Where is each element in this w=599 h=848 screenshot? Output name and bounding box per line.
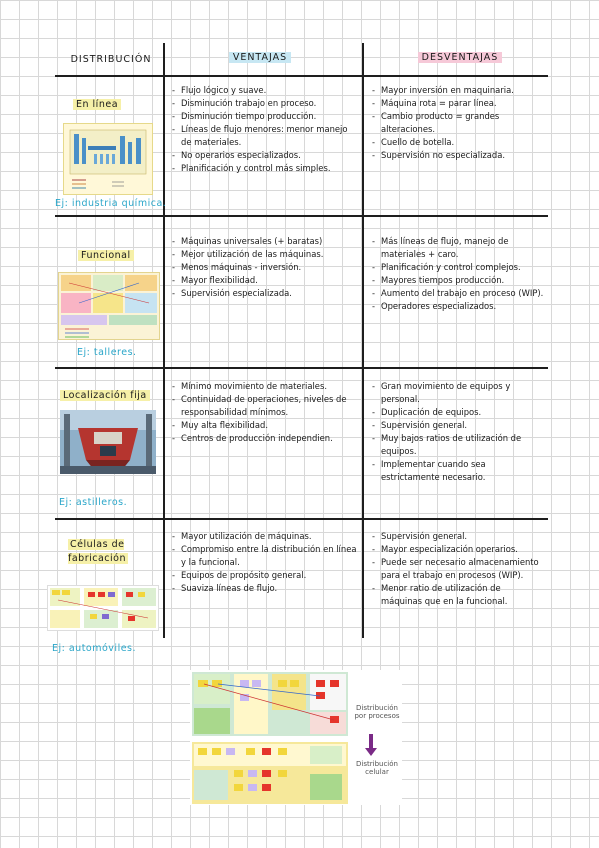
header-desventajas-label: DESVENTAJAS bbox=[418, 52, 503, 63]
list-item: - Mayor flexibilidad. bbox=[172, 274, 360, 287]
row-title: Localización fija bbox=[60, 389, 150, 403]
shipyard-photo bbox=[60, 410, 156, 474]
list-item: - Compromiso entre la distribución en línea y la funcional. bbox=[172, 543, 360, 569]
list-item: - Mayor especialización operarios. bbox=[372, 543, 544, 556]
list-item: - Supervisión general. bbox=[372, 530, 544, 543]
list-item: - Más líneas de flujo, manejo de materiales + caro. bbox=[372, 235, 544, 261]
row-divider bbox=[55, 215, 548, 217]
ventajas-list bbox=[172, 235, 360, 300]
list-item: - Líneas de flujo menores: menor manejo de materiales. bbox=[172, 123, 360, 149]
list-item: - Implementar cuando sea estrictamente necesario. bbox=[372, 458, 544, 484]
functional-layout-diagram bbox=[58, 272, 160, 340]
list-item: - Duplicación de equipos. bbox=[372, 406, 544, 419]
list-item: - Planificación y control complejos. bbox=[372, 261, 544, 274]
list-item: - Operadores especializados. bbox=[372, 300, 544, 313]
desventajas-list bbox=[372, 84, 544, 162]
row-example: Ej: talleres. bbox=[77, 347, 137, 358]
desventajas-list bbox=[372, 380, 544, 484]
list-item: - Mayores tiempos producción. bbox=[372, 274, 544, 287]
list-item: - Supervisión general. bbox=[372, 419, 544, 432]
label-cellular-layout: Distribución celular bbox=[356, 760, 398, 776]
ventajas-list bbox=[172, 84, 360, 175]
list-item: - Equipos de propósito general. bbox=[172, 569, 360, 582]
list-item: - Mínimo movimiento de materiales. bbox=[172, 380, 360, 393]
line-layout-diagram bbox=[63, 123, 153, 195]
list-item: - No operarios especializados. bbox=[172, 149, 360, 162]
header-ventajas bbox=[210, 52, 310, 63]
list-item: - Muy alta flexibilidad. bbox=[172, 419, 360, 432]
column-divider bbox=[362, 43, 364, 638]
list-item: - Suaviza líneas de flujo. bbox=[172, 582, 360, 595]
list-item: - Centros de producción independien. bbox=[172, 432, 360, 445]
header-distribucion: DISTRIBUCIÓN bbox=[70, 54, 152, 65]
list-item: - Puede ser necesario almacenamiento para el trabajo en procesos (WIP). bbox=[372, 556, 544, 582]
list-item: - Mayor utilización de máquinas. bbox=[172, 530, 360, 543]
row-title: Células de fabricación bbox=[68, 539, 126, 564]
list-item: - Planificación y control más simples. bbox=[172, 162, 360, 175]
header-desventajas bbox=[405, 52, 515, 63]
list-item: - Cuello de botella. bbox=[372, 136, 544, 149]
list-item: - Máquina rota = parar línea. bbox=[372, 97, 544, 110]
table-header-rule bbox=[55, 75, 548, 77]
list-item: - Máquinas universales (+ baratas) bbox=[172, 235, 360, 248]
header-ventajas-label: VENTAJAS bbox=[229, 52, 291, 63]
list-item: - Mayor inversión en maquinaria. bbox=[372, 84, 544, 97]
list-item: - Continuidad de operaciones, niveles de responsabilidad mínimos. bbox=[172, 393, 360, 419]
cellular-layout-diagram bbox=[47, 585, 159, 631]
row-example: Ej: astilleros. bbox=[59, 497, 128, 508]
ventajas-list bbox=[172, 530, 360, 595]
row-example: Ej: automóviles. bbox=[52, 643, 137, 654]
list-item: - Muy bajos ratios de utilización de equipos. bbox=[372, 432, 544, 458]
list-item: - Disminución tiempo producción. bbox=[172, 110, 360, 123]
list-item: - Disminución trabajo en proceso. bbox=[172, 97, 360, 110]
desventajas-list bbox=[372, 235, 544, 313]
list-item: - Supervisión no especializada. bbox=[372, 149, 544, 162]
list-item: - Supervisión especializada. bbox=[172, 287, 360, 300]
row-title: Funcional bbox=[78, 249, 134, 263]
list-item: - Cambio producto = grandes alteraciones. bbox=[372, 110, 544, 136]
list-item: - Gran movimiento de equipos y personal. bbox=[372, 380, 544, 406]
list-item: - Menor ratio de utilización de máquinas que en la funcional. bbox=[372, 582, 544, 608]
desventajas-list bbox=[372, 530, 544, 608]
row-title: En línea bbox=[73, 98, 121, 112]
row-divider bbox=[55, 518, 548, 520]
list-item: - Flujo lógico y suave. bbox=[172, 84, 360, 97]
column-divider bbox=[163, 43, 165, 638]
list-item: - Menos máquinas - inversión. bbox=[172, 261, 360, 274]
row-divider bbox=[55, 367, 548, 369]
list-item: - Aumento del trabajo en proceso (WIP). bbox=[372, 287, 544, 300]
process-to-cellular-figure bbox=[190, 670, 402, 805]
label-process-layout: Distribución por procesos bbox=[354, 704, 400, 720]
ventajas-list bbox=[172, 380, 360, 445]
list-item: - Mejor utilización de las máquinas. bbox=[172, 248, 360, 261]
row-example: Ej: industria química. bbox=[55, 198, 167, 209]
